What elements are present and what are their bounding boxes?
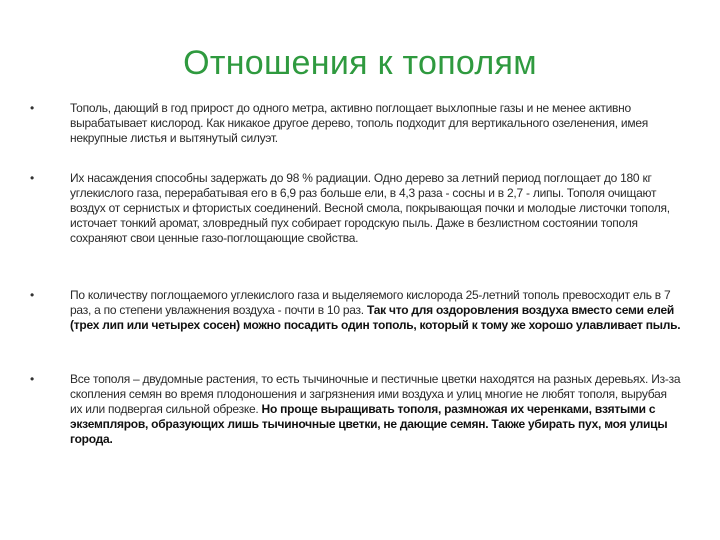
bullet-icon: • <box>30 288 35 302</box>
bullet-text: По количеству поглощаемого углекислого газа и выделяемого кислорода 25-летний тополь превосходит ель в 7 раз, а по степени увлажнения воздуха - почти в 10 раз. <box>70 288 671 317</box>
bullet-bold-text: Так что для оздоровления воздуха вместо семи елей (трех лип или четырех сосен) можно посадить один тополь, который к тому же хорошо улавливает пыль. <box>70 303 681 332</box>
bullet-text: Все тополя – двудомные растения, то есть тычиночные и пестичные цветки находятся на разных деревьях. Из-за скопления семян во время плодоношения и загрязнения ими воздуха и улиц многие не любят тополя, вырубая их или подвергая сильной обрезке. <box>70 372 681 416</box>
bullet-text: Тополь, дающий в год прирост до одного метра, активно поглощает выхлопные газы и не менее активно вырабатывает кислород. Как никакое другое дерево, тополь подходит для вертикального озеленения, имея некрупные листья и вытянутый силуэт. <box>70 101 649 145</box>
bullet-item <box>30 101 685 146</box>
slide-title: Отношения к тополям <box>183 44 537 82</box>
bullet-icon: • <box>30 372 35 386</box>
bullet-text: Их насаждения способны задержать до 98 % радиации. Одно дерево за летний период поглощает до 180 кг углекислого газа, перерабатывая его в 6,9 раз больше ели, в 4,3 раза - сосны и в 2,7 - липы. Тополя очищают воздух от сернистых и фтористых соединений. Весной смола, покрывающая почки и молодые листочки тополя, источает тонкий аромат, зловредный пух собирает городскую пыль. Даже в безлистном состоянии тополя сохраняют свои ценные газо-поглощающие свойства. <box>70 171 670 245</box>
bullet-item <box>30 288 685 333</box>
bullet-icon: • <box>30 101 35 115</box>
bullet-bold-text: Но проще выращивать тополя, размножая их черенками, взятыми с экземпляров, образующих лишь тычиночные цветки, не дающие семян. Также убирать пух, моя улицы города. <box>70 402 668 446</box>
bullet-icon: • <box>30 171 35 185</box>
bullet-item <box>30 171 685 246</box>
bullet-item <box>30 372 685 447</box>
